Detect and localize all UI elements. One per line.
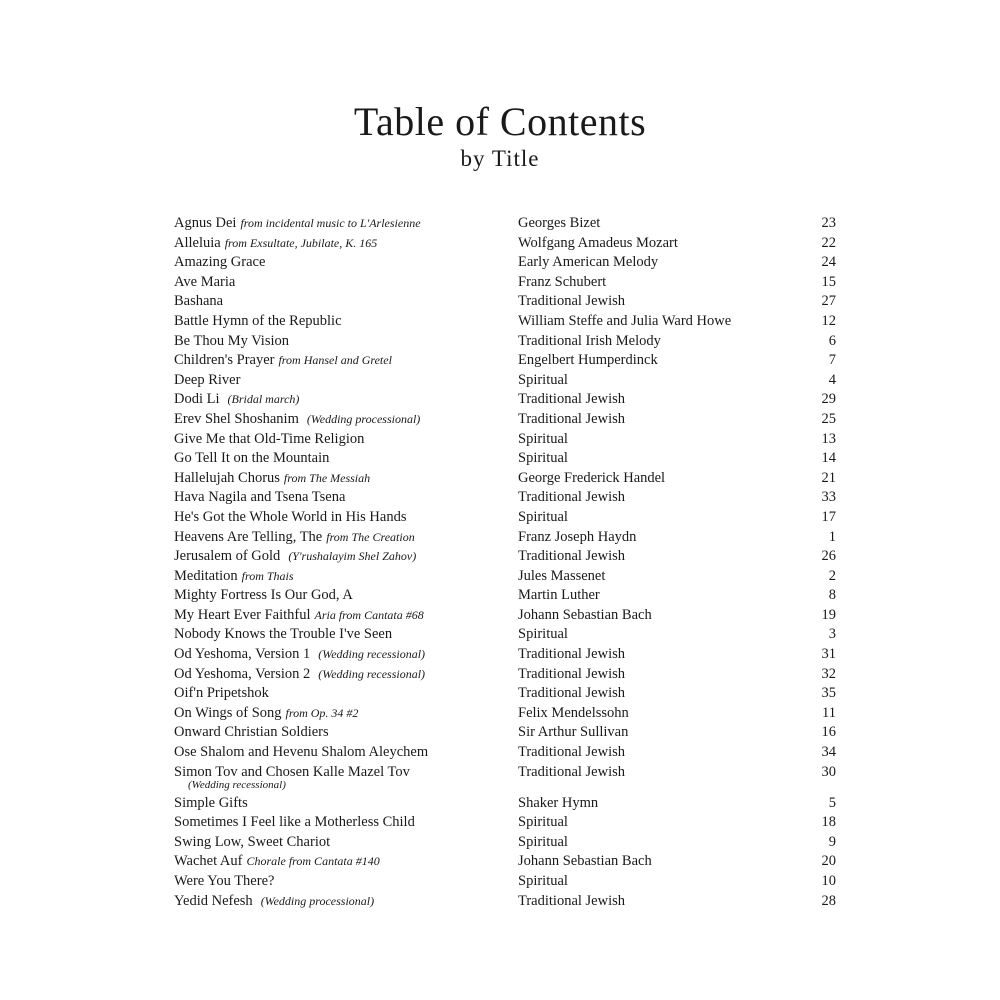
entry-note: from Hansel and Gretel xyxy=(278,353,392,368)
entry-title: Yedid Nefesh xyxy=(174,892,253,909)
entry-composer: Spiritual xyxy=(518,833,568,850)
entry-page-number: 4 xyxy=(828,371,836,388)
toc-entry xyxy=(0,665,1000,685)
entry-title-cell xyxy=(174,332,289,351)
entry-note: Aria from Cantata #68 xyxy=(314,607,424,622)
page-subtitle: by Title xyxy=(460,146,540,171)
entry-page-number: 5 xyxy=(828,794,836,811)
entry-composer: Traditional Jewish xyxy=(518,410,626,427)
page-header xyxy=(0,98,1000,172)
toc-entry xyxy=(0,351,1000,371)
entry-title: Battle Hymn of the Republic xyxy=(174,312,342,329)
entry-title: Hallelujah Chorus xyxy=(174,469,280,486)
entry-title: Ose Shalom and Hevenu Shalom Aleychem xyxy=(174,744,429,761)
entry-title-cell xyxy=(174,234,377,253)
entry-title-cell xyxy=(174,371,240,390)
entry-title: Bashana xyxy=(174,293,224,310)
entry-page-number: 6 xyxy=(828,332,836,349)
entry-composer: Johann Sebastian Bach xyxy=(518,606,652,623)
entry-title-cell xyxy=(174,743,428,762)
entry-composer: Spiritual xyxy=(518,430,568,447)
entry-page-number: 15 xyxy=(821,273,836,290)
entry-title-cell xyxy=(174,292,223,311)
page-title: Table of Contents xyxy=(353,99,647,144)
entry-composer: Traditional Jewish xyxy=(518,744,626,761)
toc-entry xyxy=(0,390,1000,410)
entry-composer: Engelbert Humperdinck xyxy=(518,352,658,369)
entry-title-cell xyxy=(174,833,330,852)
entry-composer: Traditional Jewish xyxy=(518,391,626,408)
toc-entry xyxy=(0,273,1000,293)
entry-page-number: 30 xyxy=(821,763,836,780)
entry-composer: Spiritual xyxy=(518,626,568,643)
entry-title-cell xyxy=(174,528,415,547)
entry-title: Jerusalem of Gold xyxy=(174,548,281,565)
entry-title-cell xyxy=(174,586,353,605)
toc-entry xyxy=(0,852,1000,872)
entry-page-number: 2 xyxy=(828,567,836,584)
entry-title-cell xyxy=(174,390,299,409)
toc-entry xyxy=(0,813,1000,833)
entry-title: Go Tell It on the Mountain xyxy=(174,450,330,467)
entry-page-number: 24 xyxy=(821,254,836,271)
entry-title: Meditation xyxy=(174,567,238,584)
entry-page-number: 21 xyxy=(821,469,836,486)
entry-title: Oif'n Pripetshok xyxy=(174,685,269,702)
entry-title-cell xyxy=(174,547,416,566)
toc-entry xyxy=(0,547,1000,567)
entry-page-number: 28 xyxy=(821,892,836,909)
entry-note: from The Creation xyxy=(326,529,415,544)
entry-title: Children's Prayer xyxy=(174,352,275,369)
entry-title: Were You There? xyxy=(174,873,275,889)
entry-page-number: 7 xyxy=(828,352,836,369)
toc-entry xyxy=(0,763,1000,794)
entry-note-second-line: (Wedding recessional) xyxy=(188,778,286,791)
entry-composer: Traditional Jewish xyxy=(518,685,626,702)
entry-page-number: 33 xyxy=(821,489,836,506)
entry-title-cell xyxy=(174,567,294,586)
entry-page-number: 13 xyxy=(821,430,836,447)
entry-note: (Wedding processional) xyxy=(306,411,421,426)
toc-entry xyxy=(0,645,1000,665)
entry-title-cell xyxy=(174,723,329,742)
entry-page-number: 31 xyxy=(821,646,836,663)
entry-page-number: 14 xyxy=(821,450,836,467)
entry-page-number: 1 xyxy=(828,528,836,545)
entry-note: from Op. 34 #2 xyxy=(285,705,359,720)
entry-composer: Jules Massenet xyxy=(518,567,606,584)
entry-page-number: 26 xyxy=(821,548,836,565)
toc-entry xyxy=(0,292,1000,312)
entry-title-cell xyxy=(174,645,425,664)
entry-title: He's Got the Whole World in His Hands xyxy=(174,508,407,525)
entry-title: Heavens Are Telling, The xyxy=(174,528,323,545)
entry-title: My Heart Ever Faithful xyxy=(174,606,311,623)
entry-title: Sometimes I Feel like a Motherless Child xyxy=(174,814,415,831)
entry-page-number: 34 xyxy=(821,744,836,761)
entry-title-cell xyxy=(174,253,265,272)
entry-page-number: 18 xyxy=(821,814,836,831)
entry-page-number: 17 xyxy=(821,508,836,525)
entry-title: Dodi Li xyxy=(174,391,220,408)
entry-note: (Bridal march) xyxy=(227,392,300,407)
entry-page-number: 8 xyxy=(828,587,836,604)
entry-page-number: 19 xyxy=(821,606,836,623)
entry-title: Erev Shel Shoshanim xyxy=(174,410,299,427)
entry-composer: William Steffe and Julia Ward Howe xyxy=(518,312,732,329)
toc-entry xyxy=(0,684,1000,704)
entry-title-cell xyxy=(174,508,406,527)
entry-title-cell xyxy=(174,430,364,449)
toc-entry xyxy=(0,704,1000,724)
entry-composer: Martin Luther xyxy=(518,587,600,604)
toc-entry xyxy=(0,430,1000,450)
toc-entry xyxy=(0,469,1000,489)
toc-entry xyxy=(0,743,1000,763)
entry-page-number: 35 xyxy=(821,685,836,702)
toc-entry xyxy=(0,794,1000,814)
entry-page-number: 27 xyxy=(821,293,836,310)
entry-title-cell xyxy=(174,684,269,703)
toc-entry xyxy=(0,872,1000,892)
toc-entry xyxy=(0,312,1000,332)
entry-composer: Sir Arthur Sullivan xyxy=(518,724,629,741)
entry-title: Hava Nagila and Tsena Tsena xyxy=(174,489,346,506)
entry-composer: Spiritual xyxy=(518,814,568,831)
entry-page-number: 32 xyxy=(821,665,836,682)
entry-title-cell xyxy=(174,852,380,871)
entry-composer: Spiritual xyxy=(518,508,568,525)
entry-title-cell xyxy=(174,704,358,723)
entry-title-cell xyxy=(174,892,374,911)
toc-entry xyxy=(0,488,1000,508)
toc-entry xyxy=(0,371,1000,391)
entry-note: (Wedding processional) xyxy=(260,893,375,908)
entry-title: Onward Christian Soldiers xyxy=(174,724,329,741)
entry-composer: Spiritual xyxy=(518,873,568,889)
entry-page-number: 23 xyxy=(821,215,836,231)
entry-title: On Wings of Song xyxy=(174,704,282,721)
entry-composer: Traditional Jewish xyxy=(518,763,626,780)
entry-title-cell xyxy=(174,606,424,625)
entry-title-cell xyxy=(174,872,274,891)
entry-composer: Traditional Irish Melody xyxy=(518,332,661,349)
entry-page-number: 22 xyxy=(821,234,836,251)
entry-title: Swing Low, Sweet Chariot xyxy=(174,833,331,850)
entry-title-cell xyxy=(174,351,392,370)
entry-page-number: 3 xyxy=(828,626,836,643)
entry-page-number: 29 xyxy=(821,391,836,408)
entry-composer: Early American Melody xyxy=(518,254,659,271)
entry-composer: Franz Schubert xyxy=(518,273,607,290)
entry-title: Mighty Fortress Is Our God, A xyxy=(174,587,353,604)
entry-note: from incidental music to L'Arlesienne xyxy=(240,216,421,230)
entry-note: from The Messiah xyxy=(283,470,371,485)
toc-entry xyxy=(0,567,1000,587)
entry-title: Ave Maria xyxy=(174,273,236,290)
entry-composer: Traditional Jewish xyxy=(518,665,626,682)
entry-page-number: 10 xyxy=(821,873,836,889)
entry-title-cell xyxy=(174,794,248,813)
toc-entry xyxy=(0,833,1000,853)
toc-entry xyxy=(0,332,1000,352)
entry-composer: Traditional Jewish xyxy=(518,548,626,565)
entry-note: from Exsultate, Jubilate, K. 165 xyxy=(224,235,378,250)
entry-title-cell xyxy=(174,273,235,292)
entry-title: Be Thou My Vision xyxy=(174,332,290,349)
entry-page-number: 9 xyxy=(828,833,836,850)
entry-title: Agnus Dei xyxy=(174,215,237,231)
entry-composer: Spiritual xyxy=(518,371,568,388)
entry-composer: Traditional Jewish xyxy=(518,489,626,506)
toc-entry xyxy=(0,253,1000,273)
toc-entry xyxy=(0,625,1000,645)
entry-note: (Wedding recessional) xyxy=(318,666,426,681)
entry-composer: Traditional Jewish xyxy=(518,892,626,909)
entry-title-cell xyxy=(174,214,421,233)
toc-list xyxy=(0,214,1000,911)
entry-title: Simon Tov and Chosen Kalle Mazel Tov xyxy=(174,763,410,780)
toc-entry xyxy=(0,234,1000,254)
toc-entry xyxy=(0,508,1000,528)
entry-composer: Felix Mendelssohn xyxy=(518,704,629,721)
entry-composer: George Frederick Handel xyxy=(518,469,666,486)
entry-page-number: 25 xyxy=(821,410,836,427)
entry-title: Amazing Grace xyxy=(174,254,266,271)
toc-entry xyxy=(0,214,1000,234)
entry-page-number: 12 xyxy=(821,312,836,329)
entry-note: (Y'rushalayim Shel Zahov) xyxy=(288,549,417,564)
entry-page-number: 11 xyxy=(822,704,836,721)
entry-title-cell xyxy=(174,469,370,488)
entry-title: Deep River xyxy=(174,371,241,388)
entry-title-cell xyxy=(174,449,329,468)
toc-entry xyxy=(0,528,1000,548)
entry-title: Give Me that Old-Time Religion xyxy=(174,430,365,447)
entry-composer: Spiritual xyxy=(518,450,568,467)
entry-title-cell xyxy=(174,410,420,429)
entry-title-cell xyxy=(174,665,425,684)
toc-entry xyxy=(0,410,1000,430)
entry-page-number: 20 xyxy=(821,853,836,870)
entry-composer: Georges Bizet xyxy=(518,215,601,231)
entry-page-number: 16 xyxy=(821,724,836,741)
entry-title-cell xyxy=(174,625,392,644)
toc-entry xyxy=(0,892,1000,912)
entry-title: Od Yeshoma, Version 2 xyxy=(174,665,311,682)
entry-note: Chorale from Cantata #140 xyxy=(246,854,380,869)
entry-title: Wachet Auf xyxy=(174,853,243,870)
entry-composer: Traditional Jewish xyxy=(518,293,626,310)
entry-title: Od Yeshoma, Version 1 xyxy=(174,646,311,663)
entry-composer: Johann Sebastian Bach xyxy=(518,853,652,870)
entry-note: from Thais xyxy=(241,568,294,583)
toc-entry xyxy=(0,449,1000,469)
entry-composer: Franz Joseph Haydn xyxy=(518,528,637,545)
entry-title: Nobody Knows the Trouble I've Seen xyxy=(174,626,393,643)
entry-title-cell xyxy=(174,813,415,832)
entry-composer: Wolfgang Amadeus Mozart xyxy=(518,234,678,251)
entry-note: (Wedding recessional) xyxy=(318,647,426,662)
entry-composer: Traditional Jewish xyxy=(518,646,626,663)
entry-composer: Shaker Hymn xyxy=(518,794,599,811)
toc-entry xyxy=(0,723,1000,743)
toc-entry xyxy=(0,586,1000,606)
toc-entry xyxy=(0,606,1000,626)
entry-title-cell xyxy=(174,312,342,331)
entry-title: Simple Gifts xyxy=(174,794,248,811)
entry-title-cell xyxy=(174,488,345,507)
entry-title: Alleluia xyxy=(174,234,221,251)
